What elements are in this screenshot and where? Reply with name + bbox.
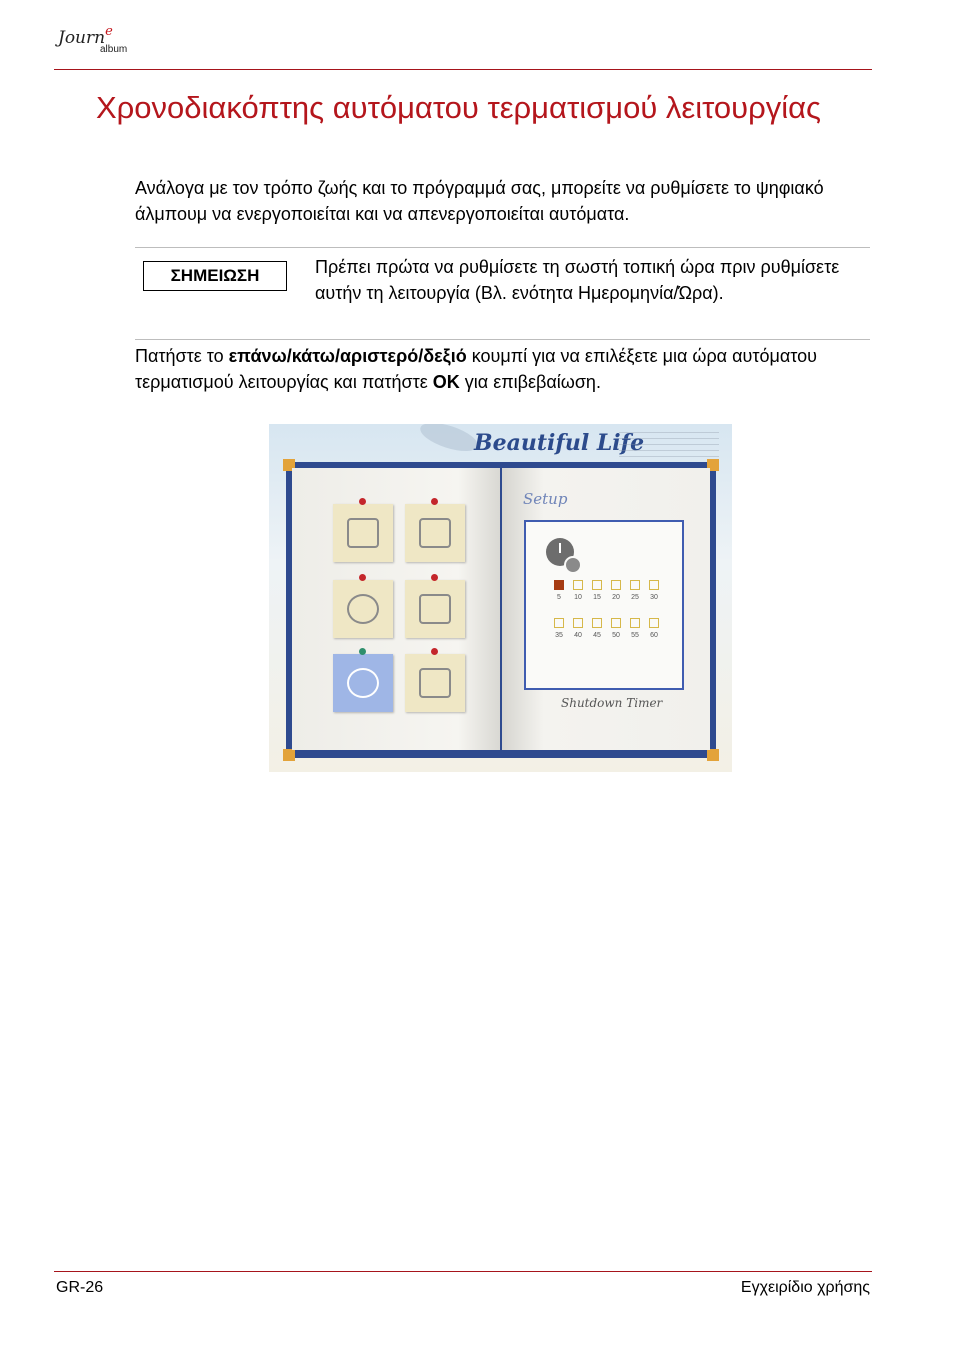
banner-fine-print [619, 432, 719, 466]
timer-option-label: 45 [593, 632, 601, 639]
timer-option-checkbox[interactable] [554, 618, 564, 628]
timer-option-label: 20 [612, 594, 620, 601]
cloud-icon [347, 594, 379, 624]
timer-option-label: 60 [650, 632, 658, 639]
note-label: ΣΗΜΕΙΩΣΗ [143, 261, 287, 291]
photo-menu-item[interactable] [405, 504, 465, 562]
shutdown-timer-menu-item[interactable] [333, 654, 393, 712]
header-rule [54, 69, 872, 70]
documents-menu-item[interactable] [405, 654, 465, 712]
timer-option-checkbox[interactable] [592, 618, 602, 628]
timer-panel [524, 520, 684, 690]
timer-option-label: 25 [631, 594, 639, 601]
device-screenshot [269, 424, 732, 772]
timer-option-checkbox[interactable] [592, 580, 602, 590]
timer-option-label: 50 [612, 632, 620, 639]
instruction-paragraph: Πατήστε το επάνω/κάτω/αριστερό/δεξιό κουμπί για να επιλέξετε μια ώρα αυτόματου τερματισμού λειτουργίας και πατήστε OK για επιβεβαίωση. [135, 346, 817, 392]
timer-option-label: 35 [555, 632, 563, 639]
timer-option-checkbox[interactable] [573, 580, 583, 590]
intro-paragraph: Ανάλογα με τον τρόπο ζωής και το πρόγραμμά σας, μπορείτε να ρυθμίσετε το ψηφιακό άλμπουμ να ενεργοποιείται και να απενεργοποιείται αυτόματα. [135, 178, 824, 224]
photo-brightness-icon [419, 518, 451, 548]
pin-icon [359, 498, 366, 505]
pin-icon [359, 648, 366, 655]
timer-option-label: 40 [574, 632, 582, 639]
pin-icon [431, 648, 438, 655]
journe-album-logo [54, 22, 164, 62]
direction-keys: επάνω/κάτω/αριστερό/δεξιό [228, 346, 467, 366]
timer-option-label: 30 [650, 594, 658, 601]
shutdown-timer-icon [347, 668, 379, 698]
feather-decoration [417, 424, 481, 457]
timer-option-label: 5 [557, 594, 561, 601]
timer-option-checkbox[interactable] [554, 580, 564, 590]
pin-icon [359, 574, 366, 581]
book-corner [707, 749, 719, 761]
calendar-clock-icon [419, 594, 451, 624]
page-number: GR-26 [56, 1279, 104, 1296]
logo-sub: album [100, 44, 128, 55]
footer-rule [54, 1271, 872, 1272]
note-bottom-rule [135, 339, 870, 340]
timer-option-checkbox[interactable] [611, 618, 621, 628]
ok-key: OK [432, 372, 460, 392]
slideshow-icon [347, 518, 379, 548]
cloud-menu-item[interactable] [333, 580, 393, 638]
timer-option-checkbox[interactable] [649, 618, 659, 628]
screen-banner: Beautiful Life [474, 430, 645, 456]
timer-option-label: 10 [574, 594, 582, 601]
page-title: Χρονοδιακόπτης αυτόματου τερματισμού λειτουργίας [96, 90, 821, 125]
note-text: Πρέπει πρώτα να ρυθμίσετε τη σωστή τοπική ώρα πριν ρυθμίσετε αυτήν τη λειτουργία (Βλ. ενότητα Ημερομηνία/Ώρα). [315, 257, 840, 303]
timer-option-checkbox[interactable] [630, 580, 640, 590]
timer-option-checkbox[interactable] [573, 618, 583, 628]
screen-caption: Shutdown Timer [561, 696, 663, 710]
timer-option-checkbox[interactable] [649, 580, 659, 590]
calendar-menu-item[interactable] [405, 580, 465, 638]
timer-option-checkbox[interactable] [630, 618, 640, 628]
setup-title: Setup [523, 490, 568, 508]
book-corner [283, 749, 295, 761]
timer-option-label: 15 [593, 594, 601, 601]
pin-icon [431, 498, 438, 505]
pin-icon [431, 574, 438, 581]
manual-title: Εγχειρίδιο χρήσης [740, 1279, 870, 1296]
slideshow-menu-item[interactable] [333, 504, 393, 562]
timer-option-checkbox[interactable] [611, 580, 621, 590]
documents-icon [419, 668, 451, 698]
timer-option-label: 55 [631, 632, 639, 639]
logo-script: Journ$^e$ [58, 24, 113, 48]
left-page [292, 468, 500, 750]
note-top-rule [135, 247, 870, 248]
clock-icon [546, 538, 574, 566]
